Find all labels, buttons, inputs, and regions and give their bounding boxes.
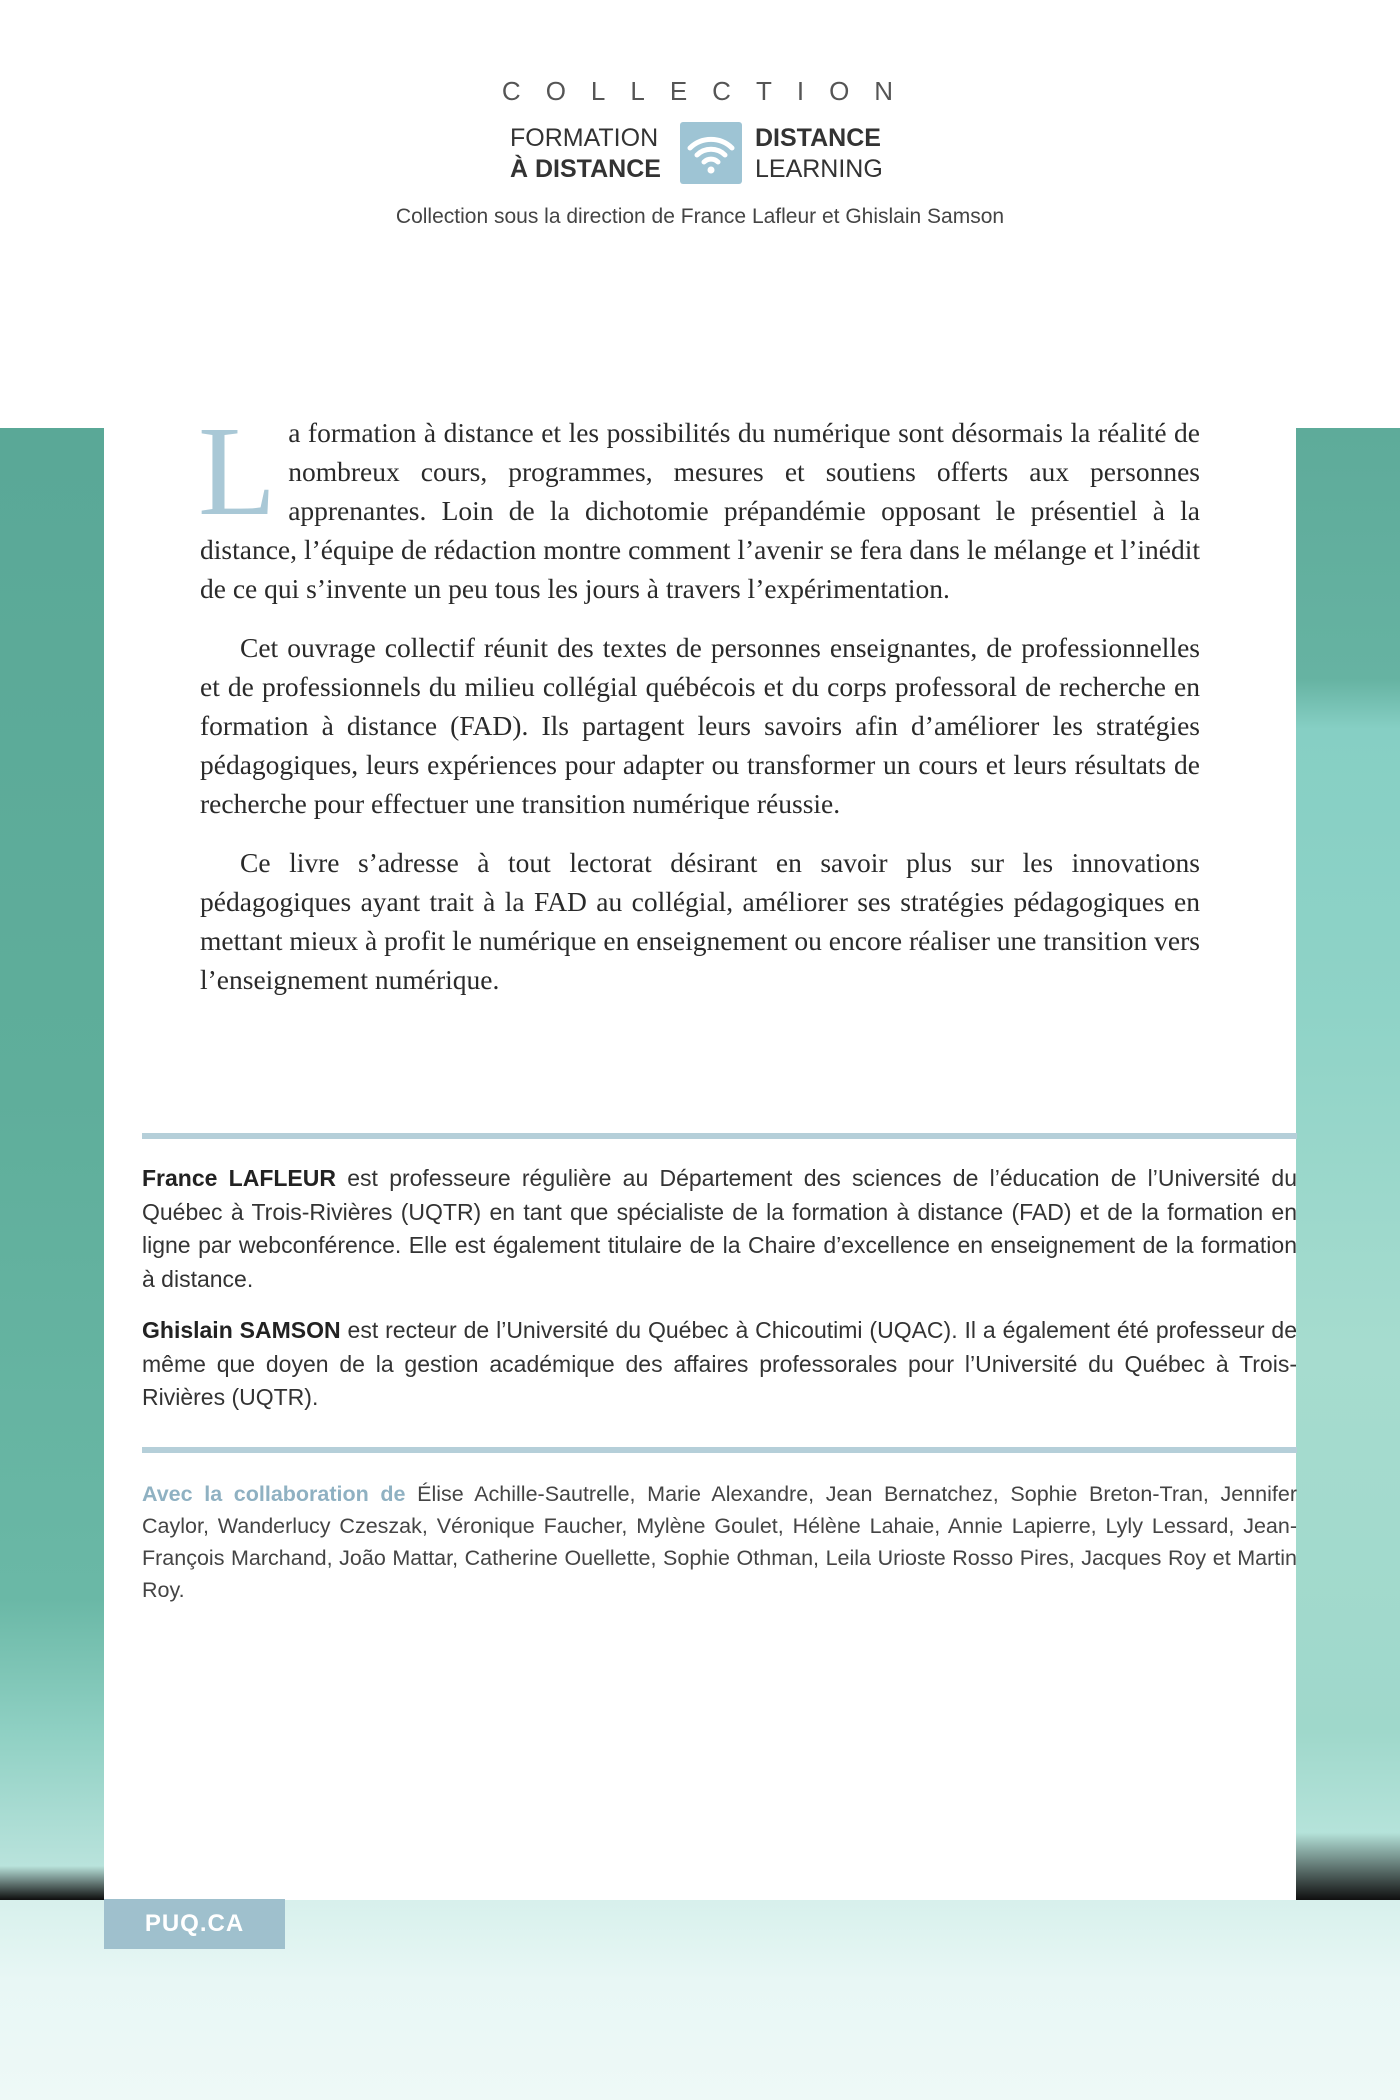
- background-left-photo: [0, 428, 104, 2100]
- wifi-icon: [680, 122, 742, 184]
- book-summary: [198, 400, 1200, 1019]
- publisher-link[interactable]: PUQ.CA: [104, 1899, 285, 1949]
- summary-paragraph-2: Cet ouvrage collectif réunit des textes de personnes enseignantes, de professionnelles et de professionnels du milieu collégial québécois et du corps professoral de recherche en formation à distance (FAD). Ils partagent leurs savoirs afin d’améliorer les stratégies pédagogiques, leurs expériences pour adapter ou transformer un cours et leurs résultats de recherche pour effectuer une transition numérique réussie.: [200, 632, 1200, 819]
- bio-text: est recteur de l’Université du Québec à Chicoutimi (UQAC). Il a également été professeur de même que doyen de la gestion académique des affaires professorales pour l’Université du Québec à Trois-Rivières (UQTR).: [142, 1317, 1297, 1410]
- collaborators: [142, 1478, 1297, 1606]
- summary-paragraph-1-text: a formation à distance et les possibilités du numérique sont désormais la réalité de nombreux cours, programmes, mesures et soutiens offerts aux personnes apprenantes. Loin de la dichotomie prépandémie opposant le présentiel à la distance, l’équipe de rédaction montre comment l’avenir se fera dans le mélange et l’inédit de ce qui s’invente un peu tous les jours à travers l’expérimentation.: [200, 417, 1200, 604]
- bio-lafleur: [142, 1162, 1297, 1296]
- divider-bottom: [142, 1447, 1297, 1453]
- bio-name: Ghislain SAMSON: [142, 1317, 341, 1343]
- bio-samson: [142, 1314, 1297, 1415]
- drop-cap: L: [198, 400, 277, 542]
- logo-french: [510, 123, 661, 185]
- logo-english: [755, 123, 883, 185]
- background-right-photo: [1296, 428, 1400, 2100]
- logo-left-line2: À DISTANCE: [510, 155, 661, 183]
- collaboration-lead: Avec la collaboration de: [142, 1482, 406, 1506]
- bio-text: est professeure régulière au Département des sciences de l’éducation de l’Université du Québec à Trois-Rivières (UQTR) en tant que spécialiste de la formation à distance (FAD) et de la formation en ligne par webconférence. Elle est également titulaire de la Chaire d’excellence en enseignement de la formation à distance.: [142, 1165, 1297, 1292]
- logo-left-line1: FORMATION: [510, 124, 659, 152]
- summary-paragraph-1: [198, 400, 1200, 608]
- collection-direction: Collection sous la direction de France Lafleur et Ghislain Samson: [395, 205, 1005, 228]
- collaboration-names: Élise Achille-Sautrelle, Marie Alexandre, Jean Bernatchez, Sophie Breton-Tran, Jennifer Caylor, Wanderlucy Czeszak, Véronique Faucher, Mylène Goulet, Hélène Lahaie, Annie Lapierre, Lyly Lessard, Jean-François Marchand, João Mattar, Catherine Ouellette, Sophie Othman, Leila Urioste Rosso Pires, Jacques Roy et Martin Roy.: [142, 1482, 1297, 1602]
- divider-top: [142, 1133, 1297, 1139]
- collection-label: COLLECTION: [501, 76, 919, 106]
- logo-right-line1: DISTANCE: [755, 124, 881, 152]
- bio-name: France LAFLEUR: [142, 1165, 336, 1191]
- author-bios: [142, 1162, 1297, 1433]
- logo-right-line2: LEARNING: [755, 155, 883, 183]
- summary-paragraph-3: Ce livre s’adresse à tout lectorat désirant en savoir plus sur les innovations pédagogiques ayant trait à la FAD au collégial, améliorer ses stratégies pédagogiques en mettant mieux à profit le numérique en enseignement ou encore réaliser une transition vers l’enseignement numérique.: [200, 847, 1200, 995]
